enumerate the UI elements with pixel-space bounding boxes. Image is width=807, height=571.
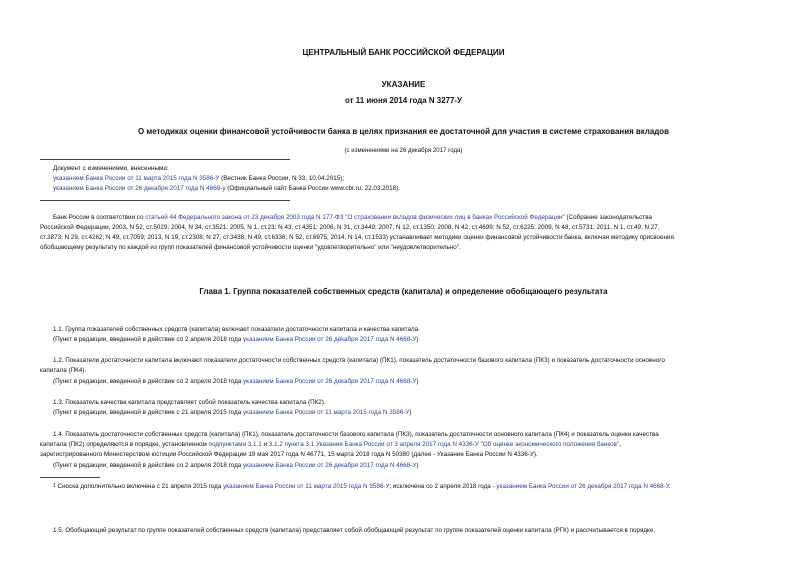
revision-note: (с изменениями на 26 декабря 2017 года)	[344, 147, 463, 154]
doc-type: УКАЗАНИЕ	[381, 79, 426, 89]
paragraph-1-2-cont: капитала (ПК4).	[40, 367, 87, 374]
decree-4668-link[interactable]: указанием Банка России от 26 декабря 2017 года N 4668-У	[243, 462, 417, 469]
revision-note: (Пункт в редакции, введенной в действие со 2 апреля 2018 года указанием Банка России от 26 декабря 2017 года N 4668-У)	[53, 336, 419, 343]
amendments-intro: Документ с изменениями, внесенными:	[53, 165, 169, 172]
paragraph-1-3: 1.3. Показатель качества капитала представляет собой показатель качества капитала (ПК2).	[53, 399, 326, 406]
footnote-link-3586[interactable]: указанием Банка России от 11 марта 2015 года N 3586-У	[223, 483, 390, 490]
footnote-link-4668[interactable]: указанием Банка России от 26 декабря 2017 года N 4668-У	[496, 483, 669, 490]
doc-title: О методиках оценки финансовой устойчивости банка в целях признания ее достаточной для участия в системе страхования вкладов	[138, 127, 669, 136]
paragraph-1-2: 1.2. Показатели достаточности капитала включают показатели достаточности собственных средств (капитала) (ПК1), показатель достаточности базового капитала (ПК3) и показатель достаточности основного	[53, 357, 665, 364]
paragraph-1-1: 1.1. Группа показателей собственных средств (капитала) включает показатели достаточности капитала и качества капитала.	[53, 326, 420, 333]
decree-4668-link[interactable]: указанием Банка России от 26 декабря 2017 года N 4668-У	[243, 336, 417, 343]
revision-note: (Пункт в редакции, введенной в действие с 21 апреля 2015 года указанием Банка России от 11 марта 2015 года N 3586-У)	[53, 409, 412, 416]
law-177fz-link[interactable]: статьей 44 Федерального закона от 23 декабря 2003 года N 177-ФЗ "О страховании вкладов физических лиц в банках Российской Федерации"	[145, 214, 565, 221]
footnote: $^1$ Сноска дополнительно включена с 21 апреля 2015 года указанием Банка России от 11 марта 2015 года N 3586-У; исключена со 2 апреля 2018 года - указанием Банка России от 26 декабря 2017 года N 4668-У.	[53, 483, 671, 490]
chapter-title: Глава 1. Группа показателей собственных средств (капитала) и определение обобщающего результата	[199, 287, 608, 296]
preamble-line: обобщающему результату по каждой из групп показателей финансовой устойчивости оценки "удовлетворительно" или "неудовлетворительно".	[40, 244, 461, 251]
footnote-divider	[40, 477, 100, 478]
paragraph-1-4-cont: зарегистрированного Министерством юстиции Российской Федерации 19 мая 2017 года N 46771, 15 марта 2018 года N 50380 (далее - Указание Банка России N 4336-У).	[40, 451, 538, 458]
doc-date-number: от 11 июня 2014 года N 3277-У	[345, 96, 462, 105]
paragraph-1-4-cont: капитала (ПК2) определяются в порядке, установленном подпунктами 3.1.1 и 3.1.2 пункта 3.1 Указания Банка России от 3 апреля 2017 года N 4336-У "Об оценке экономического положения банков",	[40, 441, 622, 448]
subparagraph-3-1-1-link[interactable]: подпунктами 3.1.1	[208, 441, 262, 448]
amendment-link-3586[interactable]: указанием Банка России от 11 марта 2015 года N 3586-У	[53, 175, 220, 182]
preamble-line: Банк России в соответствии со статьей 44 Федерального закона от 23 декабря 2003 года N 177-ФЗ "О страховании вкладов физических лиц в банках Российской Федерации" (Собрание законодательства	[53, 214, 652, 221]
preamble-line: Российской Федерации, 2003, N 52, ст.5029; 2004, N 34, ст.3521; 2005, N 1, ст.23; N 43, ст.4351; 2006, N 31, ст.3449; 2007, N 12, ст.1350; 2008, N 42, ст.4699; N 52, ст.6225; 2009, N 48, ст.5731; 2011, N 1, ст.49; N 27,	[40, 224, 660, 231]
amendments-divider	[40, 159, 290, 160]
paragraph-1-4: 1.4. Показатель достаточности собственных средств (капитала) (ПК1), показатель достаточности базового капитала (ПК3), показатель достаточности основного капитала (ПК4) и показатель оценки качества	[53, 431, 659, 438]
revision-note: (Пункт в редакции, введенной в действие со 2 апреля 2018 года указанием Банка России от 26 декабря 2017 года N 4668-У)	[53, 378, 419, 385]
footnote-mark: 1	[53, 483, 56, 489]
paragraph-1-5: 1.5. Обобщающий результат по группе показателей собственных средств (капитала) представляет собой обобщающий результат по группе показателей оценки капитала (РГК) и рассчитывается в порядке,	[53, 527, 656, 534]
amendment-item: указанием Банка России от 26 декабря 2017 года N 4668-у (Официальный сайт Банка России www.cbr.ru, 22.03.2018).	[53, 185, 400, 192]
amendments-divider-bottom	[40, 200, 290, 201]
decree-3586-link[interactable]: указанием Банка России от 11 марта 2015 года N 3586-У	[242, 409, 410, 416]
decree-4668-link[interactable]: указанием Банка России от 26 декабря 2017 года N 4668-У	[243, 378, 417, 385]
amendment-link-4668[interactable]: указанием Банка России от 26 декабря 2017 года N 4668-у	[53, 185, 226, 192]
preamble-line: ст.3873; N 29, ст.4262; N 49, ст.7059; 2013, N 19, ст.2308; N 27, ст.3438; N 49, ст.6336; N 52, ст.6975; 2014, N 14, ст.1533) устанавливает методики оценки финансовой устойчивости банка, включая методику присвоения	[40, 234, 674, 241]
bank-name: ЦЕНТРАЛЬНЫЙ БАНК РОССИЙСКОЙ ФЕДЕРАЦИИ	[302, 47, 505, 57]
revision-note: (Пункт в редакции, введенной в действие со 2 апреля 2018 года указанием Банка России от 26 декабря 2017 года N 4668-У)	[53, 462, 419, 469]
decree-4336-link[interactable]: 3.1.2 пункта 3.1 Указания Банка России от 3 апреля 2017 года N 4336-У "Об оценке экономического положения банков"	[268, 441, 620, 448]
amendment-item: указанием Банка России от 11 марта 2015 года N 3586-У (Вестник Банка России, N 33, 10.04.2015);	[53, 175, 345, 182]
